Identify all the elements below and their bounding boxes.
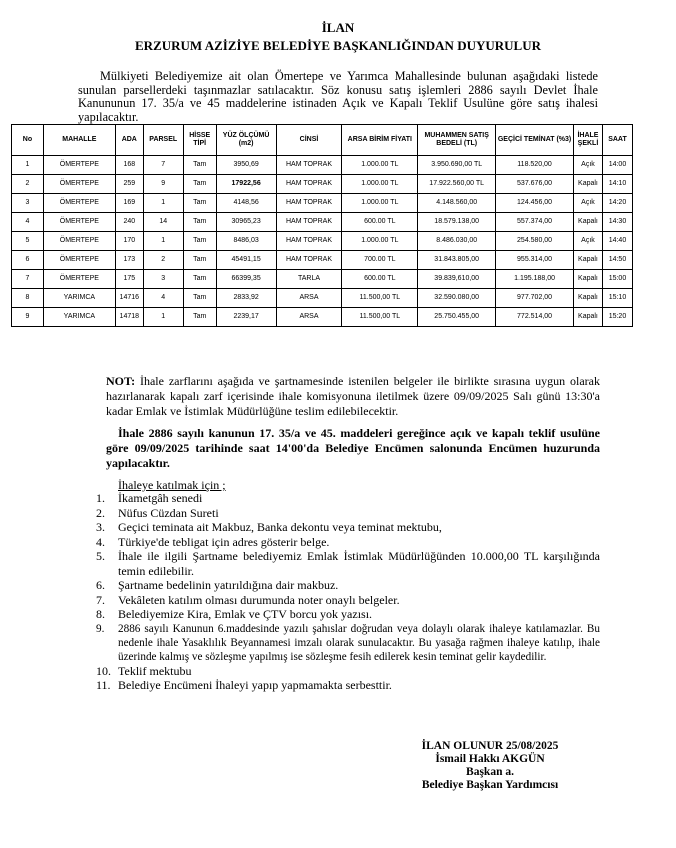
cell-yuz-olcumu: 45491,15 (216, 251, 276, 270)
announcement-date-line: İLAN OLUNUR 25/08/2025 (421, 740, 559, 752)
header-saat: SAAT (602, 125, 632, 156)
document-title: İLAN (321, 20, 355, 35)
cell-no: 1 (12, 156, 44, 175)
list-item (92, 491, 600, 506)
signatory-role: Belediye Başkan Yardımcısı (421, 779, 559, 791)
cell-muhammen-bedel: 3.950.690,00 TL (418, 156, 496, 175)
cell-saat: 15:00 (602, 270, 632, 289)
cell-birim-fiyat: 11.500,00 TL (342, 289, 418, 308)
cell-ihale-sekli: Açık (573, 156, 602, 175)
table-row (12, 175, 633, 194)
cell-no: 7 (12, 270, 44, 289)
list-item (92, 622, 600, 664)
cell-ada: 170 (115, 232, 143, 251)
table-row (12, 213, 633, 232)
note-text: İhale zarflarını aşağıda ve şartnamesinde istenilen belgeler ile birlikte sırasına uygun olarak hazırlanarak kapalı zarf içerisinde ihale komisyonuna iletilmek üzere 09/09/2025 Salı günü 13:30'a kadar Emlak ve İstimlak Müdürlüğüne teslim edilebilecektir. (106, 374, 601, 418)
list-item-number: 3. (96, 520, 105, 534)
cell-no: 3 (12, 194, 44, 213)
cell-ihale-sekli: Kapalı (573, 270, 602, 289)
cell-cinsi: ARSA (276, 308, 342, 327)
list-item (92, 578, 600, 593)
cell-muhammen-bedel: 4.148.560,00 (418, 194, 496, 213)
list-item-text: İhale ile ilgili Şartname belediyemiz Emlak İstimlak Müdürlüğünden 10.000,00 TL karşılığında temin edilebilir. (118, 549, 600, 578)
cell-no: 9 (12, 308, 44, 327)
cell-muhammen-bedel: 31.843.805,00 (418, 251, 496, 270)
cell-mahalle: ÖMERTEPE (43, 156, 115, 175)
list-item (92, 520, 600, 535)
cell-no: 8 (12, 289, 44, 308)
cell-muhammen-bedel: 25.750.455,00 (418, 308, 496, 327)
cell-mahalle: ÖMERTEPE (43, 213, 115, 232)
cell-hisse-tipi: Tam (183, 232, 216, 251)
cell-yuz-olcumu: 4148,56 (216, 194, 276, 213)
list-item-text: Vekâleten katılım olması durumunda noter onaylı belgeler. (118, 592, 400, 607)
cell-saat: 14:40 (602, 232, 632, 251)
list-item-number: 1. (96, 491, 105, 505)
intro-paragraph: Mülkiyeti Belediyemize ait olan Ömertepe ve Yarımca Mahallesinde bulunan aşağıdaki listede sunulan parsellerdeki taşınmazlar satılacaktır. Söz konusu satış işlemleri 2886 sayılı Devlet İhale Kanununun 17. 35/a ve 45 maddelerine istinaden Açık ve Kapalı Teklif Usulüne göre satış ihalesi yapılacaktır. (78, 69, 598, 124)
cell-yuz-olcumu: 8486,03 (216, 232, 276, 251)
header-muhammen-bedel: MUHAMMEN SATIŞ BEDELİ (TL) (418, 125, 496, 156)
note-label: NOT: (106, 374, 136, 388)
cell-ada: 173 (115, 251, 143, 270)
cell-ada: 169 (115, 194, 143, 213)
cell-parsel: 2 (143, 251, 183, 270)
list-item-text: Geçici teminata ait Makbuz, Banka dekontu veya teminat mektubu, (118, 520, 442, 534)
cell-no: 2 (12, 175, 44, 194)
cell-parsel: 14 (143, 213, 183, 232)
cell-gecici-teminat: 118.520,00 (496, 156, 574, 175)
list-item-number: 5. (96, 549, 105, 563)
cell-saat: 14:00 (602, 156, 632, 175)
cell-muhammen-bedel: 32.590.080,00 (418, 289, 496, 308)
cell-gecici-teminat: 254.580,00 (496, 232, 574, 251)
cell-birim-fiyat: 11.500,00 TL (342, 308, 418, 327)
requirements-title: İhaleye katılmak için ; (118, 478, 226, 492)
cell-cinsi: HAM TOPRAK (276, 251, 342, 270)
list-item (92, 678, 600, 693)
parcel-table (11, 124, 633, 327)
cell-hisse-tipi: Tam (183, 251, 216, 270)
cell-no: 5 (12, 232, 44, 251)
table-row (12, 194, 633, 213)
list-item (92, 549, 600, 578)
cell-cinsi: HAM TOPRAK (276, 194, 342, 213)
cell-ihale-sekli: Kapalı (573, 251, 602, 270)
table-row (12, 308, 633, 327)
cell-cinsi: HAM TOPRAK (276, 232, 342, 251)
cell-yuz-olcumu: 2833,92 (216, 289, 276, 308)
list-item-number: 8. (96, 607, 105, 621)
cell-mahalle: YARIMCA (43, 289, 115, 308)
list-item-text: Türkiye'de tebligat için adres gösterir belge. (118, 534, 330, 549)
cell-cinsi: HAM TOPRAK (276, 175, 342, 194)
cell-birim-fiyat: 700.00 TL (342, 251, 418, 270)
cell-parsel: 7 (143, 156, 183, 175)
header-gecici-teminat: GEÇİCİ TEMİNAT (%3) (496, 125, 574, 156)
cell-gecici-teminat: 977.702,00 (496, 289, 574, 308)
cell-hisse-tipi: Tam (183, 194, 216, 213)
cell-ada: 175 (115, 270, 143, 289)
cell-saat: 14:10 (602, 175, 632, 194)
signatory-title: Başkan a. (466, 766, 514, 778)
cell-muhammen-bedel: 17.922.560,00 TL (418, 175, 496, 194)
cell-ihale-sekli: Kapalı (573, 213, 602, 232)
cell-no: 6 (12, 251, 44, 270)
cell-muhammen-bedel: 18.579.138,00 (418, 213, 496, 232)
list-item-number: 7. (96, 592, 105, 607)
list-item (92, 664, 600, 679)
table-header-row (12, 125, 633, 156)
auction-info-paragraph: İhale 2886 sayılı kanunun 17. 35/a ve 45. maddeleri gereğince açık ve kapalı teklif usulüne göre 09/09/2025 tarihinde saat 14'00'da Belediye Encümen salonunda Encümen huzurunda yapılacaktır. (106, 426, 600, 470)
signatory-name: İsmail Hakkı AKGÜN (435, 753, 545, 765)
cell-cinsi: HAM TOPRAK (276, 156, 342, 175)
cell-birim-fiyat: 1.000.00 TL (342, 175, 418, 194)
cell-hisse-tipi: Tam (183, 289, 216, 308)
cell-mahalle: ÖMERTEPE (43, 194, 115, 213)
list-item (92, 607, 600, 622)
cell-ihale-sekli: Açık (573, 194, 602, 213)
list-item-number: 2. (96, 505, 105, 520)
header-yuz-olcumu: YÜZ ÖLÇÜMÜ (m2) (216, 125, 276, 156)
list-item (92, 593, 600, 608)
cell-yuz-olcumu: 17922,56 (216, 175, 276, 194)
cell-saat: 14:50 (602, 251, 632, 270)
cell-cinsi: ARSA (276, 289, 342, 308)
cell-birim-fiyat: 1.000.00 TL (342, 156, 418, 175)
cell-cinsi: TARLA (276, 270, 342, 289)
cell-yuz-olcumu: 3950,69 (216, 156, 276, 175)
cell-parsel: 4 (143, 289, 183, 308)
list-item-number: 4. (96, 534, 105, 549)
cell-hisse-tipi: Tam (183, 213, 216, 232)
cell-cinsi: HAM TOPRAK (276, 213, 342, 232)
header-no: No (12, 125, 44, 156)
cell-ihale-sekli: Kapalı (573, 289, 602, 308)
cell-ihale-sekli: Açık (573, 232, 602, 251)
cell-gecici-teminat: 537.676,00 (496, 175, 574, 194)
requirements-list (92, 491, 600, 693)
list-item-number: 10. (96, 663, 111, 678)
list-item-text: Şartname bedelinin yatırıldığına dair makbuz. (118, 578, 339, 592)
cell-parsel: 3 (143, 270, 183, 289)
cell-gecici-teminat: 124.456,00 (496, 194, 574, 213)
list-item-text: Teklif mektubu (118, 663, 192, 678)
cell-birim-fiyat: 600.00 TL (342, 270, 418, 289)
cell-saat: 15:10 (602, 289, 632, 308)
cell-parsel: 1 (143, 232, 183, 251)
header-mahalle: MAHALLE (43, 125, 115, 156)
cell-gecici-teminat: 955.314,00 (496, 251, 574, 270)
cell-birim-fiyat: 600.00 TL (342, 213, 418, 232)
cell-muhammen-bedel: 39.839,610,00 (418, 270, 496, 289)
cell-gecici-teminat: 1.195.188,00 (496, 270, 574, 289)
cell-ada: 240 (115, 213, 143, 232)
list-item-text: Belediyemize Kira, Emlak ve ÇTV borcu yok yazısı. (118, 607, 373, 621)
cell-parsel: 1 (143, 308, 183, 327)
cell-mahalle: ÖMERTEPE (43, 270, 115, 289)
table-row (12, 270, 633, 289)
cell-gecici-teminat: 557.374,00 (496, 213, 574, 232)
table-row (12, 289, 633, 308)
header-ihale-sekli: İHALE ŞEKLİ (573, 125, 602, 156)
header-hisse-tipi: HİSSE TİPİ (183, 125, 216, 156)
cell-ihale-sekli: Kapalı (573, 308, 602, 327)
cell-saat: 15:20 (602, 308, 632, 327)
list-item-text: Nüfus Cüzdan Sureti (118, 505, 219, 520)
list-item-number: 6. (96, 578, 105, 592)
cell-hisse-tipi: Tam (183, 270, 216, 289)
cell-mahalle: ÖMERTEPE (43, 232, 115, 251)
list-item-number: 9. (96, 622, 105, 635)
list-item (92, 506, 600, 521)
cell-ada: 14716 (115, 289, 143, 308)
cell-ada: 168 (115, 156, 143, 175)
note-paragraph (106, 374, 600, 419)
table-row (12, 251, 633, 270)
table-row (12, 156, 633, 175)
cell-mahalle: ÖMERTEPE (43, 251, 115, 270)
list-item (92, 535, 600, 550)
cell-gecici-teminat: 772.514,00 (496, 308, 574, 327)
cell-hisse-tipi: Tam (183, 308, 216, 327)
cell-yuz-olcumu: 66399,35 (216, 270, 276, 289)
header-parsel: PARSEL (143, 125, 183, 156)
cell-mahalle: ÖMERTEPE (43, 175, 115, 194)
cell-saat: 14:30 (602, 213, 632, 232)
header-arsa-birim-fiyati: ARSA BİRİM FİYATI (342, 125, 418, 156)
header-ada: ADA (115, 125, 143, 156)
cell-ada: 259 (115, 175, 143, 194)
cell-muhammen-bedel: 8.486.030,00 (418, 232, 496, 251)
cell-parsel: 1 (143, 194, 183, 213)
cell-mahalle: YARIMCA (43, 308, 115, 327)
cell-yuz-olcumu: 30965,23 (216, 213, 276, 232)
cell-hisse-tipi: Tam (183, 156, 216, 175)
header-cinsi: CİNSİ (276, 125, 342, 156)
cell-birim-fiyat: 1.000.00 TL (342, 232, 418, 251)
document-subtitle: ERZURUM AZİZİYE BELEDİYE BAŞKANLIĞINDAN DUYURULUR (135, 38, 541, 53)
cell-yuz-olcumu: 2239,17 (216, 308, 276, 327)
list-item-text: Belediye Encümeni İhaleyi yapıp yapmamakta serbesttir. (118, 678, 392, 692)
cell-ada: 14718 (115, 308, 143, 327)
cell-birim-fiyat: 1.000.00 TL (342, 194, 418, 213)
cell-no: 4 (12, 213, 44, 232)
cell-ihale-sekli: Kapalı (573, 175, 602, 194)
cell-saat: 14:20 (602, 194, 632, 213)
list-item-text: İkametgâh senedi (118, 491, 203, 505)
cell-parsel: 9 (143, 175, 183, 194)
list-item-number: 11. (96, 678, 111, 692)
list-item-text: 2886 sayılı Kanunun 6.maddesinde yazılı şahıslar doğrudan veya dolaylı olarak ihaleye katılamazlar. Bu nedenle ihale Yasaklılık Beyannamesi imzalı olarak sunulacaktır. Bu yasağa rağmen ihaleye katılıp, ihale üzerinde kalmış ve sözleşme yapılmış ise sözleşme fesih edilerek kesin teminat gelir kaydedilir. (118, 622, 600, 663)
table-row (12, 232, 633, 251)
cell-hisse-tipi: Tam (183, 175, 216, 194)
